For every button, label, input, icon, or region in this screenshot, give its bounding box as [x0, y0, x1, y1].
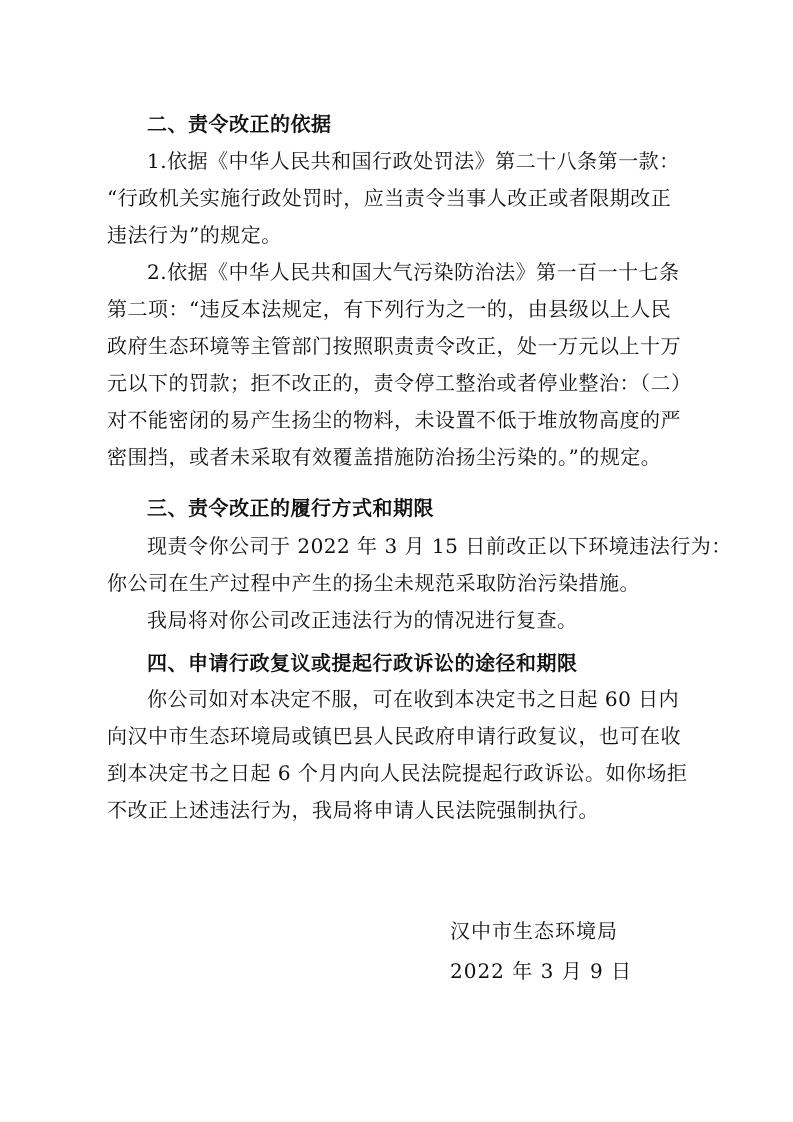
paragraph-line: 现责令你公司于 2022 年 3 月 15 日前改正以下环境违法行为： — [147, 534, 732, 558]
paragraph-line: 你公司如对本决定不服，可在收到本决定书之日起 60 日内 — [147, 687, 680, 711]
paragraph-line: 违法行为”的规定。 — [107, 223, 282, 247]
paragraph-line: “行政机关实施行政处罚时，应当责令当事人改正或者限期改正 — [107, 186, 672, 210]
section-heading: 二、责令改正的依据 — [147, 112, 332, 136]
paragraph-line: 第二项：“违反本法规定，有下列行为之一的，由县级以上人民 — [107, 297, 672, 321]
signature-date: 2022 年 3 月 9 日 — [450, 959, 633, 983]
paragraph-line: 对不能密闭的易产生扬尘的物料，未设置不低于堆放物高度的严 — [107, 408, 681, 432]
paragraph-line: 1.依据《中华人民共和国行政处罚法》第二十八条第一款： — [147, 149, 680, 173]
paragraph-line: 我局将对你公司改正违法行为的情况进行复查。 — [147, 608, 578, 632]
paragraph-line: 不改正上述违法行为，我局将申请人民法院强制执行。 — [107, 798, 599, 822]
paragraph-line: 2.依据《中华人民共和国大气污染防治法》第一百一十七条 — [147, 260, 680, 284]
paragraph-line: 密围挡，或者未采取有效覆盖措施防治扬尘污染的。”的规定。 — [107, 445, 662, 469]
paragraph-line: 向汉中市生态环境局或镇巴县人民政府申请行政复议，也可在收 — [107, 724, 681, 748]
paragraph-line: 元以下的罚款；拒不改正的，责令停工整治或者停业整治：（二） — [107, 371, 692, 395]
paragraph-line: 你公司在生产过程中产生的扬尘未规范采取防治污染措施。 — [107, 571, 640, 595]
paragraph-line: 到本决定书之日起 6 个月内向人民法院提起行政诉讼。如你场拒 — [107, 761, 688, 785]
section-heading: 三、责令改正的履行方式和期限 — [147, 496, 434, 520]
section-heading: 四、申请行政复议或提起行政诉讼的途径和期限 — [147, 651, 578, 675]
paragraph-line: 政府生态环境等主管部门按照职责责令改正，处一万元以上十万 — [107, 334, 681, 358]
signature-organization: 汉中市生态环境局 — [450, 919, 618, 943]
